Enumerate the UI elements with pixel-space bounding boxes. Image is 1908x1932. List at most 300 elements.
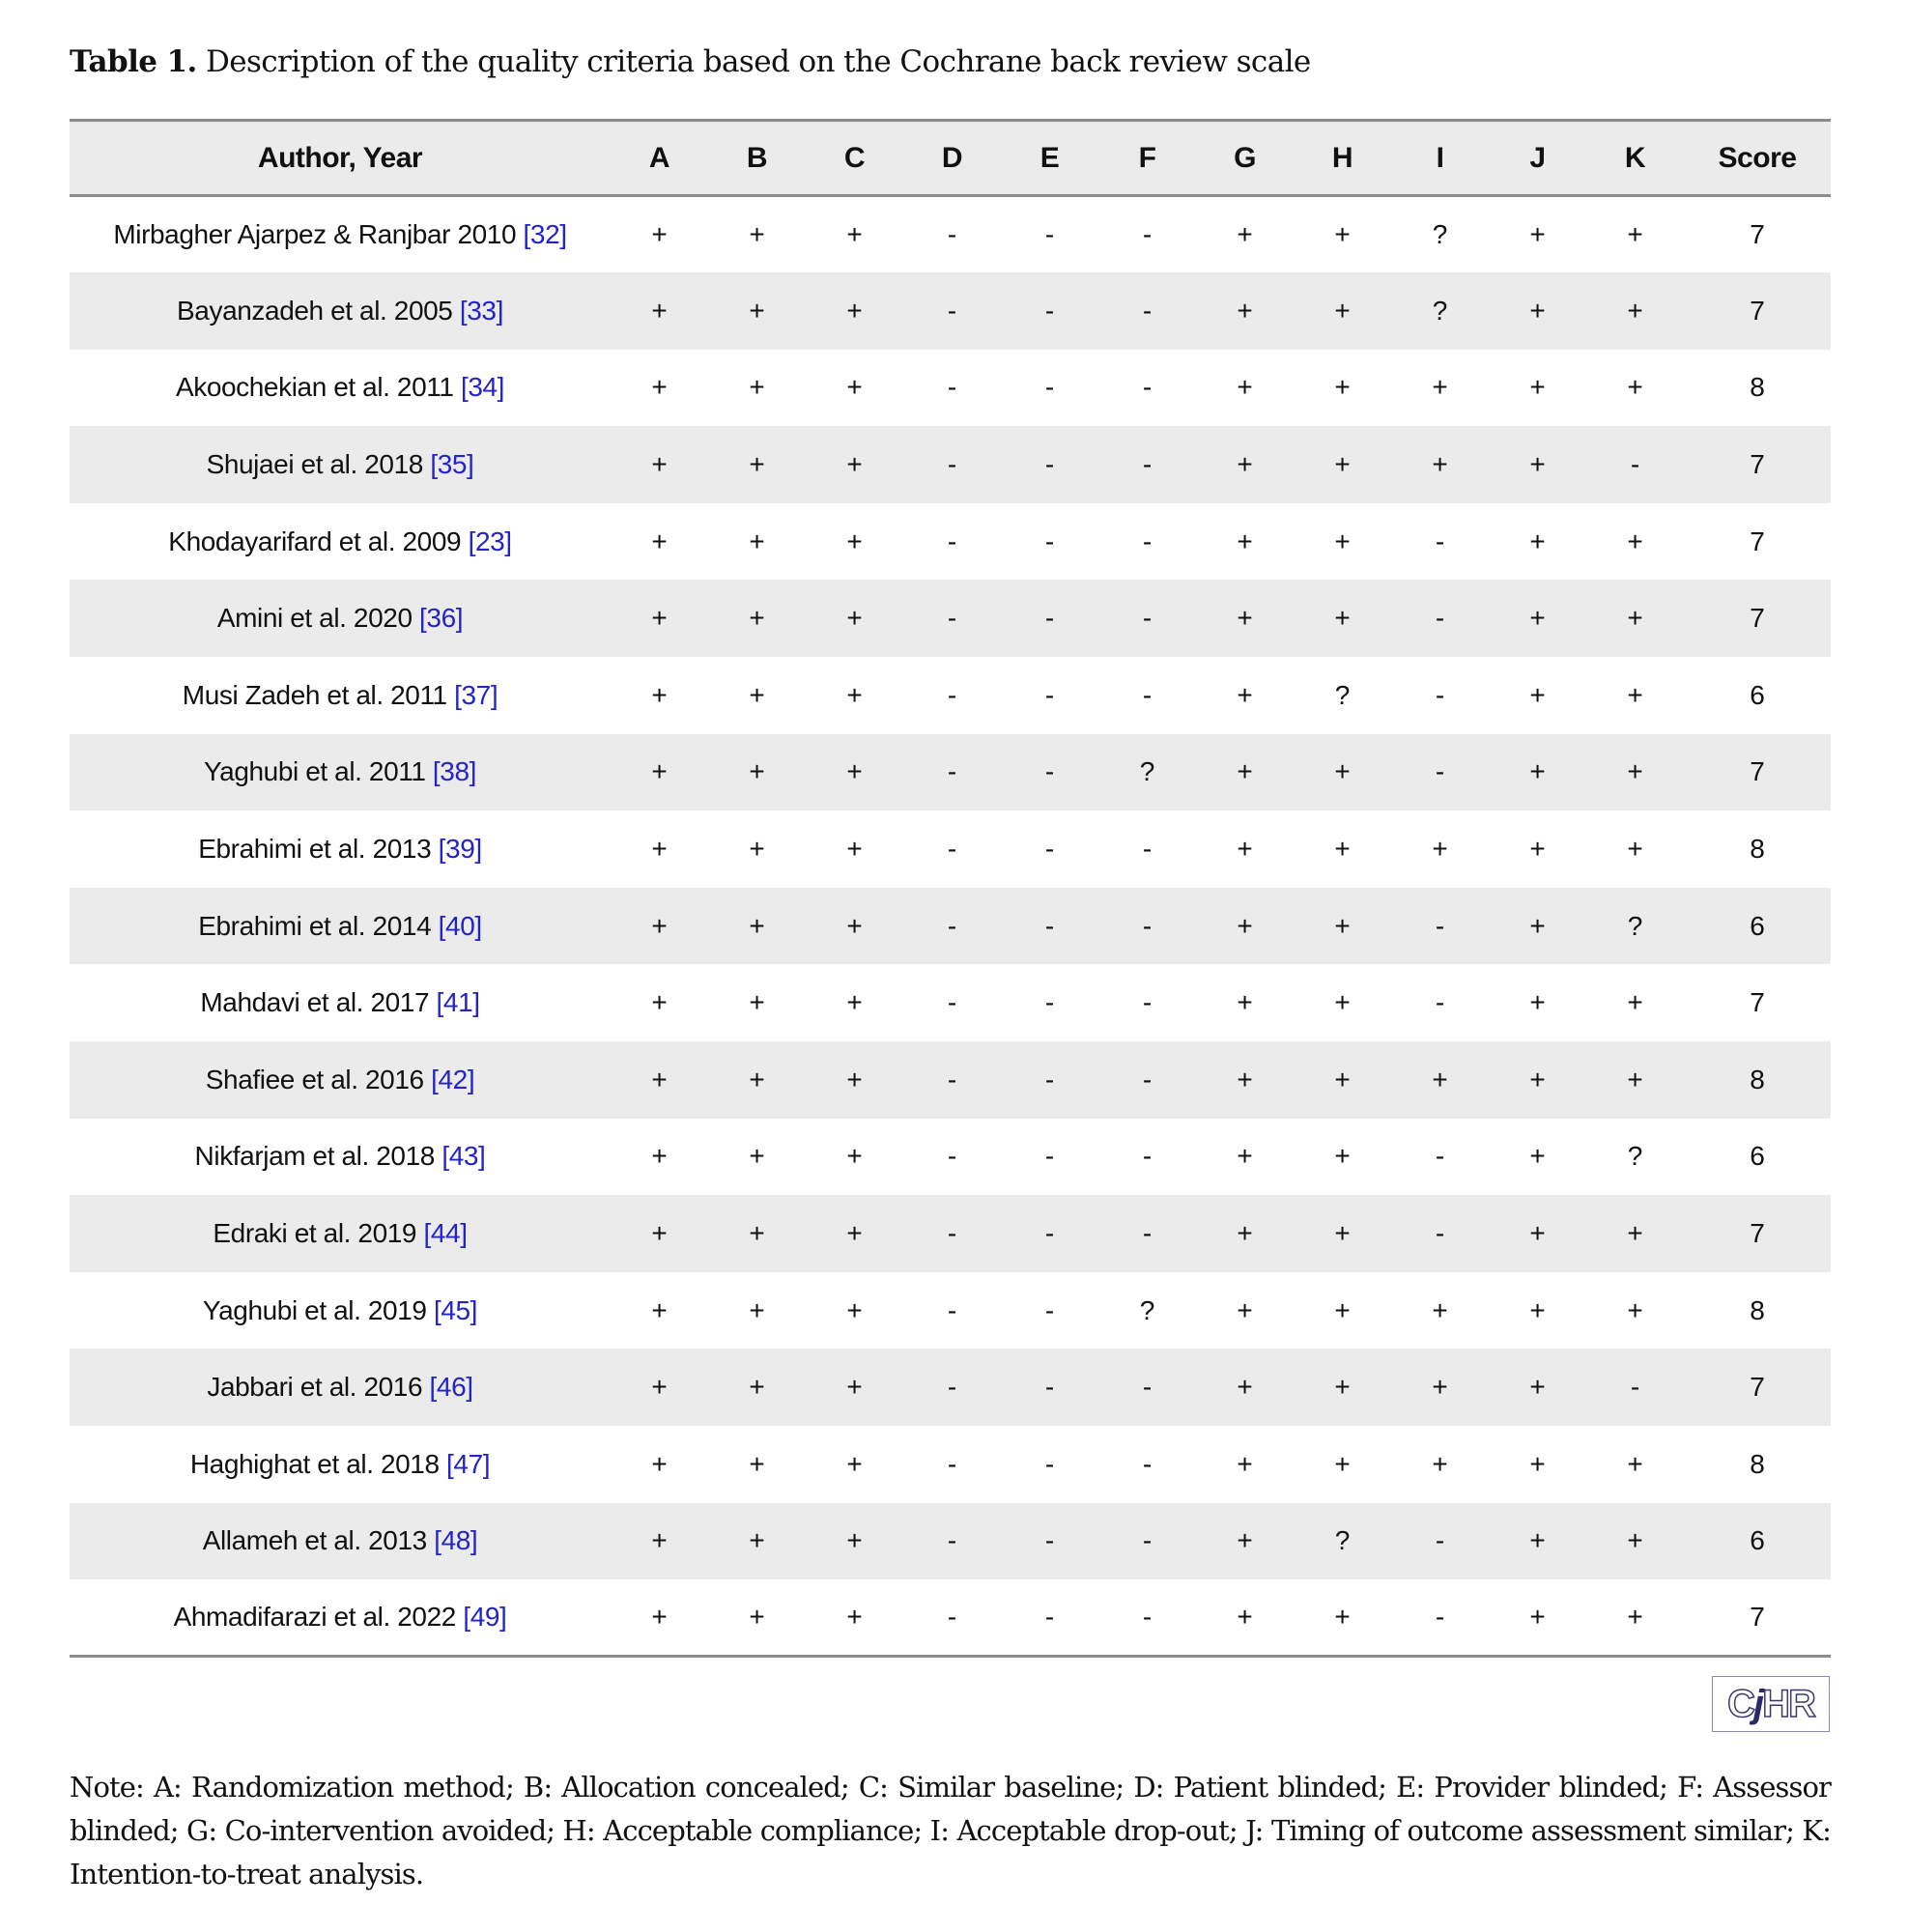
author-name: Yaghubi et al. 2011	[203, 756, 426, 787]
criterion-mark: +	[1237, 1218, 1253, 1249]
reference-link[interactable]: [36]	[419, 603, 464, 634]
criterion-mark: +	[846, 603, 863, 634]
criterion-mark: -	[947, 987, 957, 1018]
criterion-mark: ?	[1627, 1141, 1643, 1172]
criterion-mark: +	[1627, 603, 1643, 634]
header-criterion: G	[1196, 121, 1294, 196]
header-criterion: B	[708, 121, 806, 196]
criterion-mark: +	[749, 1141, 765, 1172]
score-cell: 7	[1750, 756, 1765, 787]
reference-link[interactable]: [34]	[460, 372, 505, 403]
author-cell	[70, 580, 611, 657]
criterion-mark: +	[1237, 1448, 1253, 1479]
header-criterion: C	[806, 121, 903, 196]
criterion-mark: +	[749, 219, 765, 250]
criterion-mark: +	[1432, 1372, 1448, 1403]
header-criterion: J	[1489, 121, 1586, 196]
table-row	[70, 1119, 1831, 1196]
criterion-mark: -	[1435, 679, 1445, 710]
criterion-mark: -	[1142, 1218, 1153, 1249]
author-name: Akoochekian et al. 2011	[175, 372, 454, 403]
criterion-mark: -	[1142, 372, 1153, 403]
criterion-mark: -	[1142, 449, 1153, 480]
criterion-mark: +	[846, 1141, 863, 1172]
criterion-mark: +	[846, 910, 863, 941]
table-label: Table 1.	[70, 44, 197, 79]
criterion-mark: +	[846, 987, 863, 1018]
criterion-mark: -	[1001, 1579, 1098, 1657]
criterion-mark: +	[846, 449, 863, 480]
score-cell: 7	[1750, 1218, 1765, 1249]
criterion-mark: +	[749, 603, 765, 634]
criterion-mark: +	[1627, 1448, 1643, 1479]
table-row	[70, 196, 1831, 273]
author-name: Ahmadifarazi et al. 2022	[173, 1602, 456, 1633]
criterion-mark: +	[1627, 1525, 1643, 1556]
criterion-mark: -	[1142, 1448, 1153, 1479]
author-name: Mirbagher Ajarpez & Ranjbar 2010	[113, 219, 517, 250]
criterion-mark: -	[1142, 526, 1153, 556]
reference-link[interactable]: [32]	[523, 219, 567, 250]
author-cell	[70, 1195, 611, 1272]
criterion-mark: +	[1432, 1448, 1448, 1479]
criterion-mark: +	[1627, 295, 1643, 326]
criterion-mark: -	[947, 679, 957, 710]
author-cell	[70, 888, 611, 965]
criterion-mark: +	[651, 1218, 668, 1249]
criterion-mark: +	[846, 1064, 863, 1094]
table-row	[70, 580, 1831, 657]
criterion-mark: -	[947, 910, 957, 941]
criterion-mark: +	[1529, 910, 1546, 941]
criterion-mark: +	[846, 295, 863, 326]
criterion-mark: -	[1044, 1525, 1055, 1556]
author-name: Ebrahimi et al. 2014	[198, 910, 432, 941]
author-name: Bayanzadeh et al. 2005	[177, 295, 453, 326]
author-cell	[70, 1503, 611, 1580]
criterion-mark: -	[947, 834, 957, 865]
criterion-mark: +	[1334, 219, 1351, 250]
quality-criteria-table	[70, 119, 1831, 1658]
criterion-mark: +	[749, 1372, 765, 1403]
criterion-mark: +	[1529, 679, 1546, 710]
criterion-mark: +	[749, 1525, 765, 1556]
reference-link[interactable]: [41]	[436, 987, 480, 1018]
header-criterion: D	[903, 121, 1001, 196]
criterion-mark: +	[1529, 1525, 1546, 1556]
author-name: Khodayarifard et al. 2009	[168, 526, 462, 556]
reference-link[interactable]: [46]	[429, 1372, 473, 1403]
score-cell: 6	[1750, 1525, 1765, 1556]
criterion-mark: +	[1529, 987, 1546, 1018]
author-name: Shujaei et al. 2018	[206, 449, 423, 480]
criterion-mark: +	[749, 910, 765, 941]
criterion-mark: +	[1294, 1579, 1391, 1657]
reference-link[interactable]: [23]	[468, 526, 512, 556]
criterion-mark: +	[651, 603, 668, 634]
criterion-mark: -	[947, 1218, 957, 1249]
author-cell	[70, 272, 611, 350]
author-name: Amini et al. 2020	[216, 603, 413, 634]
cjhr-logo	[1712, 1676, 1830, 1732]
score-cell: 7	[1750, 449, 1765, 480]
criterion-mark: +	[749, 1448, 765, 1479]
criterion-mark: +	[1529, 219, 1546, 250]
criterion-mark: -	[947, 1372, 957, 1403]
author-name: Edraki et al. 2019	[213, 1218, 417, 1249]
criterion-mark: +	[1627, 372, 1643, 403]
criterion-mark: +	[1529, 1448, 1546, 1479]
criterion-mark: -	[1044, 449, 1055, 480]
table-row	[70, 888, 1831, 965]
table-row	[70, 810, 1831, 888]
criterion-mark: +	[1237, 219, 1253, 250]
criterion-mark: -	[947, 603, 957, 634]
criterion-mark: +	[1334, 603, 1351, 634]
score-cell: 7	[1750, 219, 1765, 250]
criterion-mark: +	[651, 834, 668, 865]
criterion-mark: +	[651, 295, 668, 326]
criterion-mark: -	[1142, 1372, 1153, 1403]
criterion-mark: +	[846, 1372, 863, 1403]
criterion-mark: -	[1142, 987, 1153, 1018]
criterion-mark: -	[947, 526, 957, 556]
table-row	[70, 964, 1831, 1041]
caption-text: Description of the quality criteria based on the Cochrane back review scale	[196, 44, 1311, 79]
criterion-mark: +	[1432, 1064, 1448, 1094]
criterion-mark: -	[1142, 295, 1153, 326]
criterion-mark: +	[1529, 295, 1546, 326]
author-cell	[70, 810, 611, 888]
criterion-mark: +	[1334, 372, 1351, 403]
criterion-mark: +	[1529, 449, 1546, 480]
criterion-mark: -	[1435, 526, 1445, 556]
criterion-mark: ?	[1627, 910, 1643, 941]
criterion-mark: -	[1435, 1218, 1445, 1249]
table-body	[70, 196, 1831, 1657]
criterion-mark: -	[1630, 449, 1640, 480]
criterion-mark: ?	[1139, 756, 1155, 787]
criterion-mark: -	[947, 1294, 957, 1325]
reference-link[interactable]: [40]	[438, 910, 482, 941]
criterion-mark: +	[651, 987, 668, 1018]
criterion-mark: +	[1334, 987, 1351, 1018]
criterion-mark: -	[947, 756, 957, 787]
criterion-mark: +	[1627, 219, 1643, 250]
author-name: Musi Zadeh et al. 2011	[182, 679, 447, 710]
criterion-mark: ?	[1334, 679, 1351, 710]
criterion-mark: -	[903, 1579, 1001, 1657]
criterion-mark: +	[1489, 1579, 1586, 1657]
criterion-mark: +	[1237, 987, 1253, 1018]
criterion-mark: +	[1529, 1064, 1546, 1094]
criterion-mark: -	[1142, 603, 1153, 634]
author-cell	[70, 426, 611, 503]
reference-link[interactable]: [45]	[433, 1294, 478, 1325]
criterion-mark: +	[749, 756, 765, 787]
table-caption	[70, 44, 1311, 79]
table-row	[70, 1349, 1831, 1426]
author-name: Haghighat et al. 2018	[189, 1448, 440, 1479]
criterion-mark: +	[749, 987, 765, 1018]
criterion-mark: -	[1630, 1372, 1640, 1403]
criterion-mark: -	[947, 1064, 957, 1094]
criterion-mark: +	[1529, 1218, 1546, 1249]
criterion-mark: ?	[1139, 1294, 1155, 1325]
criterion-mark: +	[1334, 1448, 1351, 1479]
criterion-mark: -	[1435, 1525, 1445, 1556]
criterion-mark: +	[1237, 1525, 1253, 1556]
criterion-mark: +	[1237, 449, 1253, 480]
criterion-mark: +	[749, 679, 765, 710]
criterion-mark: -	[1142, 1525, 1153, 1556]
author-cell	[70, 350, 611, 427]
criterion-mark: +	[1432, 449, 1448, 480]
criterion-mark: +	[846, 834, 863, 865]
criterion-mark: +	[1237, 834, 1253, 865]
criterion-mark: +	[749, 372, 765, 403]
reference-link[interactable]: [33]	[459, 295, 503, 326]
criterion-mark: -	[1044, 679, 1055, 710]
table-row	[70, 426, 1831, 503]
criterion-mark: -	[1044, 1372, 1055, 1403]
criterion-mark: +	[651, 1064, 668, 1094]
criterion-mark: +	[1237, 1141, 1253, 1172]
criterion-mark: +	[1237, 526, 1253, 556]
criterion-mark: -	[1142, 219, 1153, 250]
criterion-mark: +	[1627, 756, 1643, 787]
criterion-mark: +	[1237, 1372, 1253, 1403]
criterion-mark: +	[1334, 449, 1351, 480]
header-criterion: E	[1001, 121, 1098, 196]
criterion-mark: +	[1334, 910, 1351, 941]
criterion-mark: +	[651, 372, 668, 403]
criterion-mark: +	[1529, 372, 1546, 403]
table-row	[70, 1041, 1831, 1119]
score-cell: 8	[1750, 372, 1765, 403]
header-row	[70, 121, 1831, 196]
criterion-mark: +	[749, 1294, 765, 1325]
criterion-mark: +	[1586, 1579, 1684, 1657]
criterion-mark: -	[1142, 1064, 1153, 1094]
criterion-mark: -	[1142, 1141, 1153, 1172]
score-cell: 8	[1750, 1064, 1765, 1094]
criterion-mark: +	[1334, 1141, 1351, 1172]
score-cell: 8	[1750, 1294, 1765, 1325]
author-cell	[70, 657, 611, 734]
header-criterion: F	[1098, 121, 1196, 196]
author-cell	[70, 1579, 611, 1657]
criterion-mark: +	[1334, 756, 1351, 787]
criterion-mark: +	[611, 1579, 708, 1657]
author-cell	[70, 1272, 611, 1350]
criterion-mark: -	[1098, 1579, 1196, 1657]
criterion-mark: +	[651, 1525, 668, 1556]
header-score: Score	[1684, 121, 1831, 196]
criterion-mark: -	[947, 372, 957, 403]
criterion-mark: -	[1044, 219, 1055, 250]
criterion-mark: +	[651, 219, 668, 250]
criterion-mark: +	[1627, 1218, 1643, 1249]
criterion-mark: -	[1044, 372, 1055, 403]
criterion-mark: +	[1334, 1372, 1351, 1403]
author-name: Allameh et al. 2013	[202, 1525, 427, 1556]
reference-link[interactable]: [49]	[463, 1602, 507, 1633]
logo-letters-hr: HR	[1762, 1682, 1814, 1725]
criterion-mark: ?	[1334, 1525, 1351, 1556]
criterion-mark: -	[1142, 834, 1153, 865]
criterion-mark: -	[1044, 834, 1055, 865]
author-cell	[70, 1119, 611, 1196]
table-row	[70, 272, 1831, 350]
criterion-mark: ?	[1432, 219, 1448, 250]
criterion-mark: -	[1044, 603, 1055, 634]
criterion-mark: -	[1044, 756, 1055, 787]
header-criterion: K	[1586, 121, 1684, 196]
criterion-mark: +	[846, 1525, 863, 1556]
criterion-mark: +	[749, 295, 765, 326]
author-cell	[70, 503, 611, 581]
score-cell: 7	[1750, 526, 1765, 556]
criterion-mark: +	[846, 1294, 863, 1325]
criterion-mark: -	[947, 219, 957, 250]
score-cell: 8	[1750, 834, 1765, 865]
criterion-mark: +	[1529, 1372, 1546, 1403]
criterion-mark: +	[1627, 834, 1643, 865]
score-cell: 7	[1684, 1579, 1831, 1657]
criterion-mark: +	[1432, 834, 1448, 865]
criterion-mark: -	[1435, 910, 1445, 941]
criterion-mark: -	[947, 1525, 957, 1556]
reference-link[interactable]: [48]	[434, 1525, 478, 1556]
criterion-mark: -	[947, 1141, 957, 1172]
criterion-mark: -	[947, 449, 957, 480]
author-cell	[70, 1426, 611, 1503]
criterion-mark: +	[1334, 834, 1351, 865]
reference-link[interactable]: [42]	[431, 1064, 475, 1094]
criterion-mark: +	[1237, 756, 1253, 787]
criterion-mark: +	[1529, 1141, 1546, 1172]
criterion-mark: +	[1237, 1294, 1253, 1325]
reference-link[interactable]: [44]	[423, 1218, 468, 1249]
criterion-mark: +	[1334, 1064, 1351, 1094]
criterion-mark: +	[1627, 526, 1643, 556]
criterion-mark: +	[1237, 679, 1253, 710]
criterion-mark: +	[651, 1294, 668, 1325]
criterion-mark: +	[846, 526, 863, 556]
criterion-mark: -	[947, 1448, 957, 1479]
criterion-mark: +	[846, 1448, 863, 1479]
criterion-mark: +	[846, 219, 863, 250]
criterion-mark: +	[1432, 1294, 1448, 1325]
criterion-mark: -	[1391, 1579, 1489, 1657]
criterion-mark: +	[651, 910, 668, 941]
criterion-mark: -	[1435, 1141, 1445, 1172]
criterion-mark: +	[1237, 295, 1253, 326]
author-name: Jabbari et al. 2016	[207, 1372, 423, 1403]
criterion-mark: -	[947, 295, 957, 326]
criterion-mark: -	[1142, 679, 1153, 710]
criterion-mark: +	[749, 1218, 765, 1249]
score-cell: 7	[1750, 603, 1765, 634]
criterion-mark: +	[1529, 526, 1546, 556]
criterion-mark: +	[1334, 1218, 1351, 1249]
criterion-mark: -	[1435, 987, 1445, 1018]
table-row	[70, 657, 1831, 734]
score-cell: 6	[1750, 910, 1765, 941]
criterion-mark: -	[1044, 1064, 1055, 1094]
criterion-mark: +	[1237, 372, 1253, 403]
header-criterion: I	[1391, 121, 1489, 196]
criterion-mark: -	[1044, 295, 1055, 326]
criterion-mark: +	[651, 1141, 668, 1172]
reference-link[interactable]: [43]	[441, 1141, 486, 1172]
criterion-mark: +	[1334, 526, 1351, 556]
criterion-mark: +	[749, 1064, 765, 1094]
author-cell	[70, 1349, 611, 1426]
criterion-mark: +	[846, 756, 863, 787]
criterion-mark: -	[1044, 910, 1055, 941]
score-cell: 7	[1750, 987, 1765, 1018]
criterion-mark: +	[1627, 679, 1643, 710]
reference-link[interactable]: [35]	[430, 449, 474, 480]
criterion-mark: +	[1529, 834, 1546, 865]
criterion-mark: -	[1044, 987, 1055, 1018]
author-cell	[70, 734, 611, 811]
criterion-mark: +	[651, 526, 668, 556]
criterion-mark: +	[1627, 1064, 1643, 1094]
criterion-mark: +	[1237, 910, 1253, 941]
criterion-mark: -	[1044, 1141, 1055, 1172]
criterion-mark: +	[749, 526, 765, 556]
table-row	[70, 1426, 1831, 1503]
score-cell: 6	[1750, 1141, 1765, 1172]
author-name: Ebrahimi et al. 2013	[198, 834, 432, 865]
criterion-mark: +	[1529, 756, 1546, 787]
table-row	[70, 350, 1831, 427]
criterion-mark: -	[1435, 756, 1445, 787]
author-name: Nikfarjam et al. 2018	[194, 1141, 435, 1172]
criterion-mark: ?	[1432, 295, 1448, 326]
criterion-mark: -	[1044, 1218, 1055, 1249]
reference-link[interactable]: [37]	[454, 679, 498, 710]
criterion-mark: +	[1237, 603, 1253, 634]
criterion-mark: +	[846, 372, 863, 403]
criterion-mark: -	[1044, 526, 1055, 556]
author-cell	[70, 964, 611, 1041]
author-name: Shafiee et al. 2016	[205, 1064, 424, 1094]
table-row	[70, 1579, 1831, 1657]
reference-link[interactable]: [39]	[438, 834, 482, 865]
table-row	[70, 1272, 1831, 1350]
criterion-mark: +	[846, 1218, 863, 1249]
table-note: Note: A: Randomization method; B: Allocation concealed; C: Similar baseline; D: Patient blinded; E: Provider blinded; F: Assessor blinded; G: Co-intervention avoided; H: Acceptable compliance; I: Acceptable drop-out; J: Timing of outcome assessment similar; K: Intention-to-treat analysis.	[70, 1771, 1831, 1890]
table-row	[70, 1195, 1831, 1272]
header-author-year: Author, Year	[70, 121, 611, 196]
criterion-mark: +	[806, 1579, 903, 1657]
logo-letter-j: j	[1752, 1682, 1763, 1725]
criterion-mark: +	[1627, 1294, 1643, 1325]
criterion-mark: +	[1237, 1064, 1253, 1094]
criterion-mark: +	[749, 449, 765, 480]
criterion-mark: +	[651, 679, 668, 710]
author-name: Mahdavi et al. 2017	[200, 987, 430, 1018]
score-cell: 7	[1750, 1372, 1765, 1403]
criterion-mark: +	[1196, 1579, 1294, 1657]
criterion-mark: +	[749, 834, 765, 865]
reference-link[interactable]: [47]	[446, 1448, 491, 1479]
reference-link[interactable]: [38]	[432, 756, 477, 787]
